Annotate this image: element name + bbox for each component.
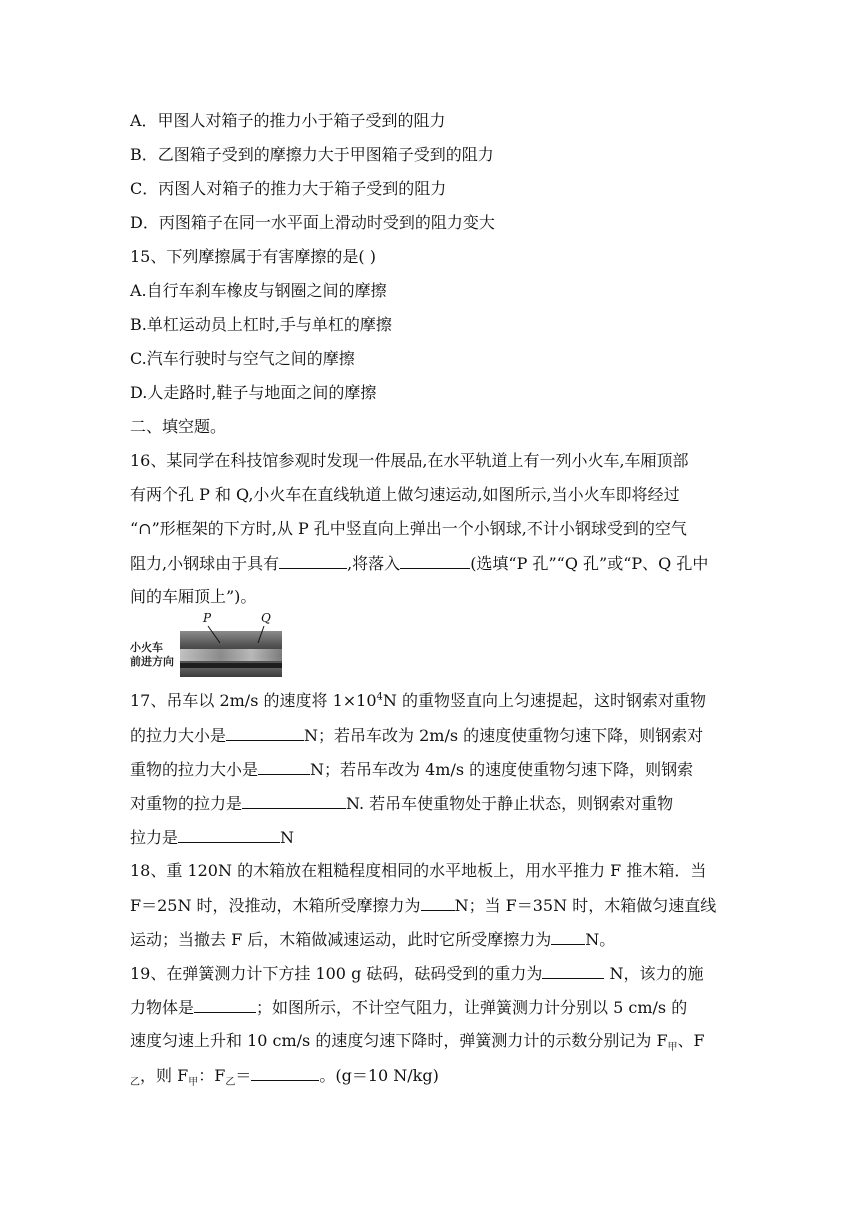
q17-text: 的拉力大小是 xyxy=(130,726,227,745)
answer-blank[interactable] xyxy=(542,963,604,979)
q17-text: 拉力是 xyxy=(130,828,179,847)
q14-option-c: C．丙图人对箱子的推力大于箱子受到的阻力 xyxy=(130,179,447,198)
q17-text: N. 若吊车使重物处于静止状态，则钢索对重物 xyxy=(346,794,674,813)
q14-option-a: A．甲图人对箱子的推力小于箱子受到的阻力 xyxy=(130,111,446,130)
q17-text: N 的重物竖直向上匀速提起，这时钢索对重物 xyxy=(382,691,706,710)
pointer-lines xyxy=(130,613,282,677)
q16-text: 阻力,小钢球由于具有 xyxy=(130,554,280,573)
section-heading: 二、填空题。 xyxy=(130,417,227,436)
q19-text: ＝ xyxy=(235,1066,252,1085)
q18-text: N。 xyxy=(585,930,616,949)
exponent: 4 xyxy=(376,691,383,703)
q17-text: N xyxy=(280,828,295,847)
train-figure xyxy=(130,613,282,677)
label-p: P xyxy=(203,611,212,625)
q15-option-b: B.单杠运动员上杠时,手与单杠的摩擦 xyxy=(130,315,392,334)
answer-blank[interactable] xyxy=(178,827,280,843)
figure-caption-train: 小火车 xyxy=(130,641,163,654)
q15-option-c: C.汽车行驶时与空气之间的摩擦 xyxy=(130,349,355,368)
answer-blank[interactable] xyxy=(279,553,347,569)
q18-line-3 xyxy=(130,929,615,950)
q19-text: 。(g＝10 N/kg) xyxy=(319,1066,439,1085)
q16-text: (选填“P 孔”“Q 孔”或“P、Q 孔中 xyxy=(470,554,709,573)
q19-text: 、F xyxy=(677,1031,705,1050)
subscript: 乙 xyxy=(225,1077,236,1089)
q17-text: 重物的拉力大小是 xyxy=(130,760,259,779)
q19-line-1 xyxy=(130,963,704,984)
q19-text: N，该力的施 xyxy=(604,964,704,983)
answer-blank[interactable] xyxy=(226,725,304,741)
figure-caption-direction: 前进方向 xyxy=(130,655,174,668)
q17-line-2 xyxy=(130,725,703,746)
q19-text: 19、在弹簧测力计下方挂 100 g 砝码，砝码受到的重力为 xyxy=(130,964,543,983)
answer-blank[interactable] xyxy=(400,553,470,569)
q16-line-3: “∩”形框架的下方时,从 P 孔中竖直向上弹出一个小钢球,不计小钢球受到的空气 xyxy=(130,519,687,538)
q17-text: N；若吊车改为 4m/s 的速度使重物匀速下降，则钢索 xyxy=(310,760,694,779)
q19-text: 速度匀速上升和 10 cm/s 的速度匀速下降时，弹簧测力计的示数分别记为 F xyxy=(130,1031,668,1050)
q16-text: ,将落入 xyxy=(347,554,401,573)
q18-line-2 xyxy=(130,895,716,916)
q16-line-1: 16、某同学在科技馆参观时发现一件展品,在水平轨道上有一列小火车,车厢顶部 xyxy=(130,451,689,470)
q14-option-b: B．乙图箱子受到的摩擦力大于甲图箱子受到的阻力 xyxy=(130,145,494,164)
q16-line-2: 有两个孔 P 和 Q,小火车在直线轨道上做匀速运动,如图所示,当小火车即将经过 xyxy=(130,485,680,504)
answer-blank[interactable] xyxy=(242,793,346,809)
q17-line-3 xyxy=(130,759,693,780)
q14-option-d: D．丙图箱子在同一水平面上滑动时受到的阻力变大 xyxy=(130,213,495,232)
q17-text: 17、吊车以 2m/s 的速度将 1×10 xyxy=(130,691,377,710)
answer-blank[interactable] xyxy=(551,929,585,945)
q17-text: 对重物的拉力是 xyxy=(130,794,243,813)
q19-line-4 xyxy=(130,1065,439,1089)
q15-option-a: A.自行车刹车橡皮与钢圈之间的摩擦 xyxy=(130,281,387,300)
q19-text: ，则 F xyxy=(140,1066,189,1085)
q17-line-5 xyxy=(130,827,294,848)
answer-blank[interactable] xyxy=(258,759,310,775)
q17-line-1 xyxy=(130,691,706,711)
q15-stem: 15、下列摩擦属于有害摩擦的是( ) xyxy=(130,247,376,266)
answer-blank[interactable] xyxy=(251,1065,319,1081)
answer-blank[interactable] xyxy=(194,997,256,1013)
q19-line-2 xyxy=(130,997,687,1018)
q18-text: F＝25N 时，没推动，木箱所受摩擦力为 xyxy=(130,896,421,915)
subscript: 甲 xyxy=(667,1042,678,1054)
q16-line-4 xyxy=(130,553,708,574)
q19-text: ；如图所示，不计空气阻力，让弹簧测力计分别以 5 cm/s 的 xyxy=(256,998,688,1017)
q17-line-4 xyxy=(130,793,673,814)
q18-text: 运动；当撤去 F 后，木箱做减速运动，此时它所受摩擦力为 xyxy=(130,930,552,949)
subscript: 甲 xyxy=(188,1077,199,1089)
subscript: 乙 xyxy=(130,1077,140,1089)
q18-text: N；当 F＝35N 时，木箱做匀速直线 xyxy=(454,896,717,915)
label-q: Q xyxy=(261,611,271,625)
q19-text: ：F xyxy=(198,1066,226,1085)
q19-line-3 xyxy=(130,1031,705,1054)
q17-text: N；若吊车改为 2m/s 的速度使重物匀速下降，则钢索对 xyxy=(304,726,704,745)
answer-blank[interactable] xyxy=(421,895,455,911)
q18-line-1: 18、重 120N 的木箱放在粗糙程度相同的水平地板上，用水平推力 F 推木箱．当 xyxy=(130,861,707,880)
q19-text: 力物体是 xyxy=(130,998,195,1017)
q15-option-d: D.人走路时,鞋子与地面之间的摩擦 xyxy=(130,383,377,402)
q16-line-5: 间的车厢顶上”)。 xyxy=(130,587,257,606)
